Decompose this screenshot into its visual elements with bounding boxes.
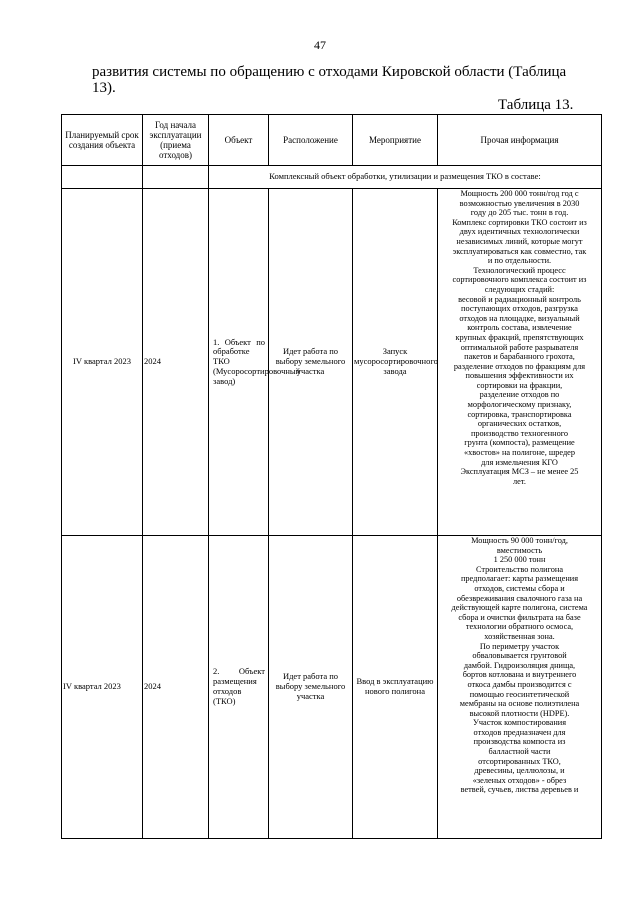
page-number: 47	[314, 38, 326, 52]
info-cell	[438, 189, 602, 536]
info-line: эксплуатироваться как совместно, так	[452, 246, 587, 256]
info-line: древесины, целлюлозы, и	[474, 766, 565, 776]
info-line: весовой и радиационный контроль	[458, 294, 581, 304]
info-line: По периметру участок	[479, 641, 560, 651]
info-line: обваловывается грунтовой	[472, 651, 567, 661]
info-line: крупных фракций, препятствующих	[455, 332, 584, 342]
header-measure: Мероприятие	[353, 115, 438, 166]
info-line: поступающих отходов, разгрузка	[461, 304, 578, 314]
info-line: морфологическому признаку,	[467, 400, 572, 410]
waste-facilities-table	[61, 114, 602, 839]
info-line: высокой плотности (HDPE).	[469, 708, 570, 718]
location-cell: Идет работа по выбору земельного участка	[269, 536, 353, 839]
info-line: Технологический процесс	[473, 265, 566, 275]
info-line: Комплекс сортировки ТКО состоит из	[452, 217, 587, 227]
info-line: возможностью увеличения в 2030	[459, 198, 580, 208]
info-line: оптимальной работе разрывателя	[460, 342, 579, 352]
info-line: отсортированных ТКО,	[478, 756, 561, 766]
empty-cell	[62, 166, 143, 189]
info-line: следующих стадий:	[484, 284, 555, 294]
info-line: Мощность 200 000 тонн/год год с	[460, 189, 579, 198]
table-row	[62, 189, 602, 536]
info-line: лет.	[513, 476, 526, 486]
info-line: Эксплуатация МСЗ – не менее 25	[460, 467, 579, 477]
info-line: органических остатков,	[477, 419, 562, 429]
info-line: «зеленых отходов» - обрез	[472, 775, 567, 785]
info-line: действующей карте полигона, система	[451, 603, 588, 613]
info-line: ветвей, сучьев, листва деревьев и	[460, 785, 579, 795]
table-header-row	[62, 115, 602, 166]
info-line: производства компоста из	[473, 737, 566, 747]
info-line: сортировочного комплекса состоит из	[452, 275, 587, 285]
info-line: грунта (компоста), размещение	[464, 438, 575, 448]
info-line: обезвреживания свалочного газа на	[456, 593, 583, 603]
header-other-info: Прочая информация	[438, 115, 602, 166]
info-line: и по отдельности.	[487, 256, 552, 266]
object-cell: 2. Объект размещения отходов (ТКО)	[209, 536, 269, 839]
info-line: мембраны на основе полиэтилена	[459, 699, 580, 709]
intro-text: развития системы по обращению с отходами Кировской области (Таблица 13).	[92, 64, 567, 96]
info-line: балластной части	[488, 747, 551, 757]
info-line: хозяйственная зона.	[484, 631, 555, 641]
info-cell	[438, 536, 602, 839]
info-line: разделение отходов по фракциям для	[453, 361, 586, 371]
term-cell: IV квартал 2023	[62, 536, 143, 839]
location-cell: Идет работа по выбору земельного участка	[269, 189, 353, 536]
info-line: дамбой. Гидроизоляция днища,	[463, 660, 576, 670]
info-line: откоса дамбы производится с	[467, 679, 572, 689]
complex-label: Комплексный объект обработки, утилизации и размещения ТКО в составе:	[209, 166, 602, 189]
table-row	[62, 536, 602, 839]
info-line: Участок компостирования	[472, 718, 567, 728]
empty-cell	[143, 166, 209, 189]
object-cell: 1. Объект по обработке ТКО (Мусоросортировочный завод)	[209, 189, 269, 536]
measure-cell: Запуск мусоросортировочного завода	[353, 189, 438, 536]
header-object: Объект	[209, 115, 269, 166]
header-location: Расположение	[269, 115, 353, 166]
info-line: сортировки на фракции,	[476, 380, 563, 390]
info-line: повышения эффективности их	[465, 371, 574, 381]
year-cell: 2024	[143, 536, 209, 839]
info-line: отходов предназначен для	[473, 727, 566, 737]
info-line: вместимость	[496, 545, 543, 555]
info-line: году до 205 тыс. тонн в год.	[470, 208, 569, 218]
term-cell: IV квартал 2023	[62, 189, 143, 536]
info-line: отходов, системы сбора и	[474, 583, 565, 593]
header-term: Планируемый срок создания объекта	[62, 115, 143, 166]
info-line: сбора и очистки фильтрата на базе	[458, 612, 581, 622]
info-line: независимых линий, которые могут	[456, 236, 583, 246]
header-start-year: Год начала эксплуатации (приема отходов)	[143, 115, 209, 166]
complex-row	[62, 166, 602, 189]
info-line: отходов на площадке, визуальный	[459, 313, 580, 323]
info-line: двух идентичных технологически	[459, 227, 580, 237]
year-cell: 2024	[143, 189, 209, 536]
info-line: контроль состава, извлечение	[467, 323, 572, 333]
info-line: бортов котлована и внутреннего	[462, 670, 577, 680]
info-line: помощью геосинтетической	[469, 689, 570, 699]
info-line: сортировка, транспортировка	[467, 409, 572, 419]
info-line: пакетов и барабанного грохота,	[464, 352, 575, 362]
info-line: 1 250 000 тонн	[493, 555, 546, 565]
info-line: производство техногенного	[470, 428, 569, 438]
measure-cell: Ввод в эксплуатацию нового полигона	[353, 536, 438, 839]
info-line: для измельчения КГО	[481, 457, 558, 467]
info-line: Мощность 90 000 тонн/год,	[471, 536, 568, 545]
info-line: «хвостов» на полигоне, шредер	[463, 448, 576, 458]
table-caption: Таблица 13.	[498, 97, 574, 113]
info-line: технологии обратного осмоса,	[465, 622, 574, 632]
info-line: Строительство полигона	[475, 564, 564, 574]
info-line: разделение отходов по	[479, 390, 560, 400]
info-line: предполагает: карты размещения	[460, 574, 579, 584]
